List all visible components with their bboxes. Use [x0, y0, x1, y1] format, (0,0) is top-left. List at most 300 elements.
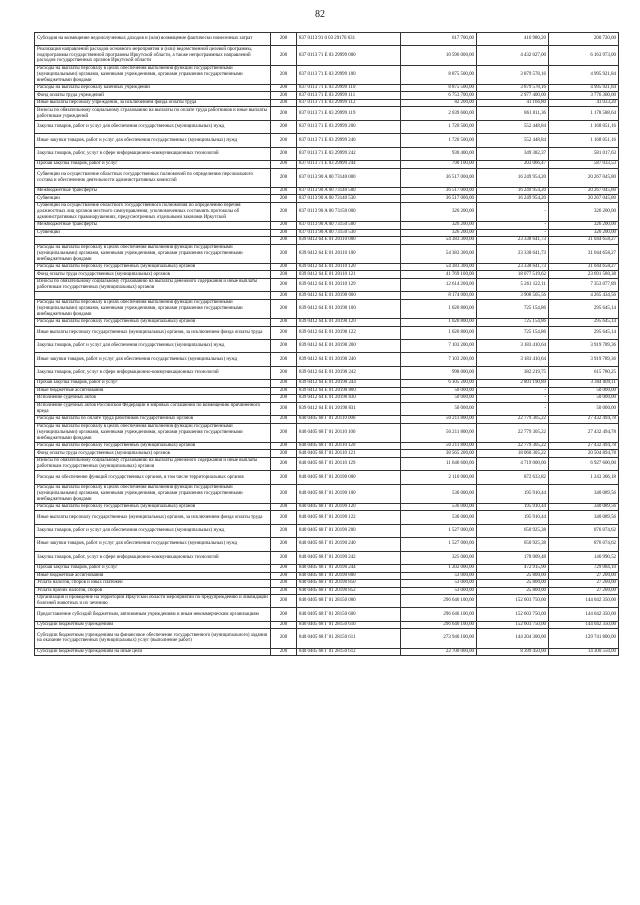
table-row — [35, 457, 619, 470]
row-code: 200 — [271, 195, 297, 203]
table-row — [35, 222, 619, 230]
row-name: Исполнение судебных актов — [35, 395, 271, 403]
row-code: 200 — [271, 551, 297, 564]
row-name: Прочая закупка товаров, работ и услуг — [35, 565, 271, 573]
row-unexecuted-amount: 27 200,00 — [549, 580, 619, 588]
row-code: 200 — [271, 92, 297, 100]
row-approved-amount: 296 646 100,00 — [401, 595, 477, 608]
row-executed-amount: 552 448,84 — [477, 134, 549, 147]
row-classification-code: 837 0113 71 E 03 29999 111 — [297, 92, 401, 100]
row-executed-amount: 3 879 578,16 — [477, 65, 549, 84]
row-classification-code: 839 0412 64 E 01 20190 000 — [297, 292, 401, 300]
row-name: Субсидия на возмещение недополученных доходов и (или) возмещение фактически понесенных затрат — [35, 33, 271, 46]
row-name: Субсидии бюджетным учреждениям на финансовое обеспечение государственного (муниципального) задания на оказание государственных (муниципальных) услуг (выполнение работ) — [35, 629, 271, 648]
row-unexecuted-amount: 129 741 800,00 — [549, 629, 619, 648]
row-classification-code: 840 0405 68 Г 01 20190 100 — [297, 484, 401, 503]
row-approved-amount: 36 517 000,00 — [401, 187, 477, 195]
row-unexecuted-amount: 295 645,14 — [549, 299, 619, 318]
row-unexecuted-amount: 3 304 009,11 — [549, 380, 619, 388]
table-row — [35, 161, 619, 169]
row-name: Иные выплаты персоналу государственных (муниципальных) органов, за исключением фонда оплаты труда — [35, 326, 271, 339]
table-row — [35, 450, 619, 458]
table-row — [35, 244, 619, 263]
row-classification-code: 839 0412 64 E 01 20190 244 — [297, 380, 401, 388]
row-approved-amount: 273 946 100,00 — [401, 629, 477, 648]
row-code: 200 — [271, 107, 297, 120]
row-unexecuted-amount: 340 089,56 — [549, 511, 619, 524]
table-row — [35, 503, 619, 511]
row-approved-amount: 7 103 200,00 — [401, 340, 477, 353]
row-name: Фонд оплаты труда государственных (муниципальных) органов — [35, 271, 271, 279]
row-executed-amount: 349 382,37 — [477, 147, 549, 160]
table-row — [35, 134, 619, 147]
row-classification-code: 840 0405 68 Г 01 20110 120 — [297, 442, 401, 450]
table-row — [35, 484, 619, 503]
row-executed-amount: 144 204 300,00 — [477, 629, 549, 648]
row-executed-amount: - — [477, 229, 549, 237]
row-classification-code: 840 0405 68 Г 01 20190 122 — [297, 511, 401, 524]
row-executed-amount: 22 779 305,22 — [477, 416, 549, 424]
row-executed-amount: 725 154,86 — [477, 299, 549, 318]
row-name: Уплата налогов, сборов и иных платежей — [35, 580, 271, 588]
row-classification-code: 840 0405 68 Г 01 20110 121 — [297, 450, 401, 458]
row-executed-amount: - — [477, 387, 549, 395]
row-unexecuted-amount: 50 000,00 — [549, 387, 619, 395]
table-row — [35, 524, 619, 537]
row-unexecuted-amount: 144 042 350,00 — [549, 621, 619, 629]
row-unexecuted-amount: 295 645,14 — [549, 319, 619, 327]
row-unexecuted-amount: 326 200,00 — [549, 229, 619, 237]
budget-execution-table — [34, 32, 619, 656]
row-unexecuted-amount: 4 995 921,84 — [549, 65, 619, 84]
row-executed-amount: - — [477, 222, 549, 230]
row-classification-code: 839 0412 64 E 01 20110 120 — [297, 263, 401, 271]
row-name: Иные бюджетные ассигнования — [35, 387, 271, 395]
row-unexecuted-amount: 1 178 588,64 — [549, 107, 619, 120]
row-executed-amount: 861 011,36 — [477, 107, 549, 120]
row-classification-code: 837 0113 71 E 03 29999 244 — [297, 161, 401, 169]
row-classification-code: 837 0113 90 A 00 73150 530 — [297, 229, 401, 237]
row-name: Расходы на выплаты персоналу в целях обеспечения выполнения функций государственными (муниципальными) органами, казенными учреждениями, органами управления государственными внебюджетными фондами — [35, 244, 271, 263]
row-executed-amount: - — [477, 395, 549, 403]
row-name: Расходы на выплаты персоналу государственных (муниципальных) органов — [35, 503, 271, 511]
row-executed-amount: 16 249 954,20 — [477, 168, 549, 187]
row-unexecuted-amount: 27 200,00 — [549, 572, 619, 580]
row-classification-code: 840 0405 68 Г 01 20190 242 — [297, 551, 401, 564]
row-code: 200 — [271, 168, 297, 187]
row-executed-amount: 178 009,48 — [477, 551, 549, 564]
row-name: Фонд оплаты труда государственных (муниципальных) органов — [35, 450, 271, 458]
row-code: 200 — [271, 326, 297, 339]
row-approved-amount: 617 700,00 — [401, 33, 477, 46]
table-row — [35, 195, 619, 203]
row-unexecuted-amount: 615 780,25 — [549, 366, 619, 379]
row-code: 200 — [271, 366, 297, 379]
row-unexecuted-amount: 876 074,62 — [549, 538, 619, 551]
row-code: 200 — [271, 229, 297, 237]
row-classification-code: 840 0405 68 Г 01 28150 611 — [297, 629, 401, 648]
row-name: Расходы на выплаты персоналу государственных (муниципальных) органов — [35, 442, 271, 450]
row-executed-amount: 8 399 450,00 — [477, 648, 549, 656]
row-approved-amount: 326 200,00 — [401, 229, 477, 237]
table-row — [35, 202, 619, 221]
row-name: Расходы на обеспечение функций государственных органов, в том числе территориальных органов — [35, 471, 271, 484]
row-unexecuted-amount: 41 033,20 — [549, 99, 619, 107]
row-name — [35, 237, 271, 245]
row-code: 200 — [271, 402, 297, 415]
table-row — [35, 326, 619, 339]
row-approved-amount: 53 000,00 — [401, 587, 477, 595]
row-classification-code: 840 0405 68 Г 01 28150 000 — [297, 595, 401, 608]
row-name: Расходы на выплаты персоналу в целях обеспечения выполнения функций государственными (муниципальными) органами, казенными учреждениями, органами управления государственными внебюджетными фондами — [35, 299, 271, 318]
row-approved-amount: 38 565 200,00 — [401, 450, 477, 458]
row-name: Расходы на выплаты персоналу государственных (муниципальных) органов — [35, 263, 271, 271]
row-executed-amount: 4 719 000,00 — [477, 457, 549, 470]
row-name: Субвенции на осуществление областных государственных полномочий по определению персонального состава и обеспечению деятельности административных комиссий — [35, 168, 271, 187]
row-classification-code: 840 0405 68 Г 01 20190 120 — [297, 503, 401, 511]
row-approved-amount: 296 646 100,00 — [401, 608, 477, 621]
table-row — [35, 46, 619, 65]
table-row — [35, 587, 619, 595]
row-code: 200 — [271, 237, 297, 245]
row-approved-amount: 6 105 200,00 — [401, 380, 477, 388]
row-executed-amount: 472 915,90 — [477, 565, 549, 573]
row-executed-amount: 152 603 750,00 — [477, 621, 549, 629]
row-approved-amount: 54 383 300,00 — [401, 237, 477, 245]
row-name: Прочая закупка товаров, работ и услуг — [35, 161, 271, 169]
row-executed-amount: 725 154,86 — [477, 326, 549, 339]
row-code: 200 — [271, 244, 297, 263]
row-unexecuted-amount: 3 919 789,36 — [549, 353, 619, 366]
row-code: 200 — [271, 263, 297, 271]
row-code: 200 — [271, 442, 297, 450]
table-row — [35, 168, 619, 187]
row-code: 200 — [271, 46, 297, 65]
row-approved-amount: 1 020 800,00 — [401, 326, 477, 339]
table-row — [35, 608, 619, 621]
row-classification-code: 839 0412 64 E 01 20190 100 — [297, 299, 401, 318]
row-name: Субвенции — [35, 229, 271, 237]
row-code: 200 — [271, 471, 297, 484]
table-row — [35, 292, 619, 300]
row-code: 200 — [271, 65, 297, 84]
row-name: Реализация направлений расходов основного мероприятия и (или) ведомственной целевой программы, подпрограммы государственной программы Иркутской области, а также непрограммных направлений расходов государственных органов Иркутской области — [35, 46, 271, 65]
row-classification-code: 837 0113 71 E 03 29999 110 — [297, 84, 401, 92]
row-classification-code: 839 0412 64 E 01 20110 100 — [297, 244, 401, 263]
row-code: 200 — [271, 416, 297, 424]
table-row — [35, 319, 619, 327]
row-unexecuted-amount: 6 163 973,00 — [549, 46, 619, 65]
table-row — [35, 572, 619, 580]
row-approved-amount: 50 211 800,00 — [401, 423, 477, 442]
row-approved-amount: 296 646 100,00 — [401, 621, 477, 629]
row-name: Субвенции — [35, 195, 271, 203]
row-executed-amount: 2 977 400,00 — [477, 92, 549, 100]
row-approved-amount: 11 646 600,00 — [401, 457, 477, 470]
row-unexecuted-amount: 144 042 350,00 — [549, 608, 619, 621]
row-approved-amount: 790 100,00 — [401, 161, 477, 169]
row-name: Закупка товаров, работ, услуг в сфере информационно-коммуникационных технологий — [35, 147, 271, 160]
row-executed-amount: - — [477, 402, 549, 415]
table-row — [35, 387, 619, 395]
row-executed-amount: 3 183 410,64 — [477, 353, 549, 366]
table-row — [35, 92, 619, 100]
row-name: Закупка товаров, работ, услуг в сфере информационно-коммуникационных технологий — [35, 551, 271, 564]
row-classification-code: 837 0113 90 A 00 73150 500 — [297, 222, 401, 230]
row-approved-amount: 326 200,00 — [401, 202, 477, 221]
row-approved-amount: 1 527 000,00 — [401, 524, 477, 537]
row-unexecuted-amount: 146 990,52 — [549, 551, 619, 564]
row-code: 200 — [271, 608, 297, 621]
table-row — [35, 120, 619, 133]
table-row — [35, 595, 619, 608]
row-code: 200 — [271, 395, 297, 403]
row-code: 200 — [271, 134, 297, 147]
row-name — [35, 292, 271, 300]
row-unexecuted-amount: 7 353 077,89 — [549, 278, 619, 291]
table-row — [35, 416, 619, 424]
row-name: Иные выплаты персоналу учреждений, за исключением фонда оплаты труда — [35, 99, 271, 107]
row-name: Расходы на выплаты персоналу в целях обеспечения выполнения функций государственными (муниципальными) органами, казенными учреждениями, органами управления государственными внебюджетными фондами — [35, 484, 271, 503]
row-code: 200 — [271, 587, 297, 595]
row-executed-amount: 3 908 565,56 — [477, 292, 549, 300]
row-unexecuted-amount: 326 200,00 — [549, 202, 619, 221]
row-approved-amount: 1 720 500,00 — [401, 120, 477, 133]
table-row — [35, 442, 619, 450]
row-executed-amount: 552 448,84 — [477, 120, 549, 133]
row-approved-amount: 82 200,00 — [401, 99, 477, 107]
table-row — [35, 538, 619, 551]
row-code: 200 — [271, 387, 297, 395]
row-unexecuted-amount: 587 033,53 — [549, 161, 619, 169]
row-unexecuted-amount: 31 044 658,27 — [549, 244, 619, 263]
row-classification-code: 837 0113 71 E 03 29999 240 — [297, 134, 401, 147]
row-unexecuted-amount: 27 432 494,78 — [549, 416, 619, 424]
row-unexecuted-amount: 581 017,63 — [549, 147, 619, 160]
row-unexecuted-amount: 3 776 300,00 — [549, 92, 619, 100]
row-classification-code: 840 0405 68 Г 01 28150 600 — [297, 608, 401, 621]
row-code: 200 — [271, 161, 297, 169]
row-code: 200 — [271, 595, 297, 608]
row-classification-code: 839 0412 64 E 01 20190 240 — [297, 353, 401, 366]
row-code: 200 — [271, 572, 297, 580]
row-approved-amount: 1 202 000,00 — [401, 565, 477, 573]
row-approved-amount: 53 000,00 — [401, 572, 477, 580]
row-executed-amount: 23 338 641,73 — [477, 263, 549, 271]
table-row — [35, 237, 619, 245]
row-approved-amount: 54 383 300,00 — [401, 244, 477, 263]
row-code: 200 — [271, 565, 297, 573]
row-unexecuted-amount: 1 243 366,18 — [549, 471, 619, 484]
row-executed-amount: 3 183 410,64 — [477, 340, 549, 353]
row-code: 200 — [271, 278, 297, 291]
row-executed-amount: 152 603 750,00 — [477, 595, 549, 608]
row-unexecuted-amount: 23 691 580,38 — [549, 271, 619, 279]
row-unexecuted-amount: 14 300 550,00 — [549, 648, 619, 656]
row-classification-code: 837 0113 90 A 00 73150 000 — [297, 202, 401, 221]
row-code: 200 — [271, 353, 297, 366]
row-executed-amount: 152 603 750,00 — [477, 608, 549, 621]
row-classification-code: 839 0412 64 E 01 20190 122 — [297, 326, 401, 339]
row-code: 200 — [271, 299, 297, 318]
row-code: 200 — [271, 423, 297, 442]
row-code: 200 — [271, 120, 297, 133]
row-name: Расходы на выплаты персоналу в целях обеспечения выполнения функций государственными (муниципальными) органами, казенными учреждениями, органами управления государственными внебюджетными фондами — [35, 65, 271, 84]
row-approved-amount: 36 517 000,00 — [401, 195, 477, 203]
row-code: 200 — [271, 147, 297, 160]
row-name: Субсидии бюджетным учреждениям на иные цели — [35, 648, 271, 656]
row-unexecuted-amount: 20 504 894,78 — [549, 450, 619, 458]
row-approved-amount: 536 000,00 — [401, 484, 477, 503]
table-row — [35, 471, 619, 484]
row-unexecuted-amount: 295 645,14 — [549, 326, 619, 339]
row-name: Взносы по обязательному социальному страхованию на выплаты денежного содержания и иные выплаты работникам государственных (муниципальных) органов — [35, 457, 271, 470]
table-row — [35, 648, 619, 656]
row-name: Организация и проведение на территории Иркутской области мероприятий по предупреждению и ликвидации болезней животных и их лечению — [35, 595, 271, 608]
table-row — [35, 511, 619, 524]
row-executed-amount: 23 338 641,73 — [477, 244, 549, 263]
row-classification-code: 840 0405 68 Г 01 20190 200 — [297, 524, 401, 537]
row-approved-amount: 8 174 000,00 — [401, 292, 477, 300]
row-classification-code: 837 0113 90 A 00 73140 500 — [297, 187, 401, 195]
row-classification-code: 840 0405 68 Г 01 20190 244 — [297, 565, 401, 573]
row-name: Иные закупки товаров, работ и услуг для обеспечения государственных (муниципальных) нужд — [35, 353, 271, 366]
row-code: 200 — [271, 580, 297, 588]
row-name: Расходы на выплаты персоналу государственных (муниципальных) органов — [35, 319, 271, 327]
row-classification-code: 840 0405 68 Г 01 28150 610 — [297, 621, 401, 629]
row-code: 200 — [271, 457, 297, 470]
row-approved-amount: 536 000,00 — [401, 503, 477, 511]
row-name: Иные закупки товаров, работ и услуг для обеспечения государственных (муниципальных) нужд — [35, 538, 271, 551]
row-executed-amount: - — [477, 202, 549, 221]
row-approved-amount: 10 596 000,00 — [401, 46, 477, 65]
row-code: 200 — [271, 524, 297, 537]
row-classification-code: 840 0405 68 Г 01 20110 000 — [297, 416, 401, 424]
table-row — [35, 187, 619, 195]
row-code: 200 — [271, 84, 297, 92]
row-code: 200 — [271, 319, 297, 327]
row-executed-amount: 650 925,38 — [477, 538, 549, 551]
row-approved-amount: 53 000,00 — [401, 580, 477, 588]
row-approved-amount: 998 000,00 — [401, 366, 477, 379]
row-approved-amount: 536 000,00 — [401, 511, 477, 524]
row-classification-code: 840 0405 68 Г 01 20190 000 — [297, 471, 401, 484]
row-classification-code: 839 0412 64 E 01 20190 242 — [297, 366, 401, 379]
row-executed-amount: 195 910,44 — [477, 484, 549, 503]
row-unexecuted-amount: 20 267 045,80 — [549, 195, 619, 203]
row-name: Иные бюджетные ассигнования — [35, 572, 271, 580]
row-name: Закупка товаров, работ и услуг для обеспечения государственных (муниципальных) нужд — [35, 524, 271, 537]
row-name: Прочая закупка товаров, работ и услуг — [35, 380, 271, 388]
row-approved-amount: 930 400,00 — [401, 147, 477, 160]
table-row — [35, 423, 619, 442]
row-approved-amount: 6 753 700,00 — [401, 92, 477, 100]
row-approved-amount: 50 000,00 — [401, 395, 477, 403]
row-name: Субвенции на осуществление областного государственного полномочия по определению перечня должностных лиц органов местного самоуправления, уполномоченных составлять протоколы об административных правонарушениях, предусмотренных отдельными законами Иркутской — [35, 202, 271, 221]
table-row — [35, 65, 619, 84]
row-executed-amount: 18 060 305,22 — [477, 450, 549, 458]
row-classification-code: 839 0412 64 E 01 20190 830 — [297, 395, 401, 403]
row-executed-amount: 5 261 122,11 — [477, 278, 549, 291]
row-approved-amount: 326 200,00 — [401, 222, 477, 230]
row-classification-code: 837 0113 71 E 03 29999 242 — [297, 147, 401, 160]
row-unexecuted-amount: 200 720,00 — [549, 33, 619, 46]
row-approved-amount: 12 614 200,00 — [401, 278, 477, 291]
row-executed-amount: 725 154,86 — [477, 319, 549, 327]
row-unexecuted-amount: 1 168 051,16 — [549, 134, 619, 147]
row-unexecuted-amount: 20 267 045,80 — [549, 168, 619, 187]
table-row — [35, 395, 619, 403]
row-approved-amount: 50 211 800,00 — [401, 442, 477, 450]
row-executed-amount: 22 779 305,22 — [477, 442, 549, 450]
row-approved-amount: 2 116 000,00 — [401, 471, 477, 484]
row-classification-code: 839 0412 64 E 01 20110 000 — [297, 237, 401, 245]
row-code: 200 — [271, 99, 297, 107]
table-row — [35, 278, 619, 291]
row-classification-code: 839 0412 64 E 01 20110 129 — [297, 278, 401, 291]
row-executed-amount: 16 249 954,20 — [477, 187, 549, 195]
row-unexecuted-amount: 326 200,00 — [549, 222, 619, 230]
row-unexecuted-amount: 50 000,00 — [549, 402, 619, 415]
row-unexecuted-amount: 27 200,00 — [549, 587, 619, 595]
row-code: 200 — [271, 511, 297, 524]
row-approved-amount: 2 039 600,00 — [401, 107, 477, 120]
row-code: 200 — [271, 503, 297, 511]
row-classification-code: 840 0405 68 Г 01 20190 850 — [297, 580, 401, 588]
row-unexecuted-amount: 4 995 921,84 — [549, 84, 619, 92]
row-code: 200 — [271, 187, 297, 195]
row-unexecuted-amount: 20 267 045,80 — [549, 187, 619, 195]
row-name: Исполнение судебных актов Российской Федерации и мировых соглашений по возмещению причиненного вреда — [35, 402, 271, 415]
row-code: 200 — [271, 621, 297, 629]
row-name: Взносы по обязательному социальному страхованию на выплаты денежного содержания и иные выплаты работникам государственных (муниципальных) органов — [35, 278, 271, 291]
row-unexecuted-amount: 6 927 600,00 — [549, 457, 619, 470]
row-executed-amount: 650 925,38 — [477, 524, 549, 537]
row-executed-amount: 382 219,75 — [477, 366, 549, 379]
row-code: 200 — [271, 33, 297, 46]
row-approved-amount: 41 769 100,00 — [401, 271, 477, 279]
row-executed-amount: 203 066,47 — [477, 161, 549, 169]
row-unexecuted-amount: 1 168 051,16 — [549, 120, 619, 133]
row-classification-code: 837 0113 71 E 03 29999 100 — [297, 65, 401, 84]
row-classification-code: 840 0405 68 Г 01 28150 612 — [297, 648, 401, 656]
row-executed-amount: 25 800,00 — [477, 587, 549, 595]
row-code: 200 — [271, 292, 297, 300]
row-classification-code: 837 0113 71 E 03 29999 119 — [297, 107, 401, 120]
row-code: 200 — [271, 380, 297, 388]
row-classification-code: 837 0113 71 E 03 29999 200 — [297, 120, 401, 133]
page-number: 82 — [315, 9, 325, 20]
row-executed-amount: 195 910,44 — [477, 503, 549, 511]
row-unexecuted-amount: 27 432 494,78 — [549, 442, 619, 450]
row-approved-amount: 1 020 800,00 — [401, 299, 477, 318]
row-unexecuted-amount: 31 044 658,27 — [549, 263, 619, 271]
row-classification-code: 839 0412 64 E 01 20190 800 — [297, 387, 401, 395]
row-unexecuted-amount: 27 432 494,78 — [549, 423, 619, 442]
row-classification-code: 839 0412 64 E 01 20190 200 — [297, 340, 401, 353]
row-approved-amount: 1 720 500,00 — [401, 134, 477, 147]
row-approved-amount: 36 517 000,00 — [401, 168, 477, 187]
row-classification-code: 839 0412 64 E 01 20110 121 — [297, 271, 401, 279]
row-name: Взносы по обязательному социальному страхованию на выплаты по оплате труда работников и иные выплаты работникам учреждений — [35, 107, 271, 120]
row-classification-code: 840 0405 68 Г 01 20110 100 — [297, 423, 401, 442]
table-row — [35, 353, 619, 366]
table-row — [35, 84, 619, 92]
table-row — [35, 340, 619, 353]
row-classification-code: 840 0405 68 Г 01 20110 129 — [297, 457, 401, 470]
row-code: 200 — [271, 340, 297, 353]
row-name: Расходы на выплаты персоналу казенных учреждений — [35, 84, 271, 92]
